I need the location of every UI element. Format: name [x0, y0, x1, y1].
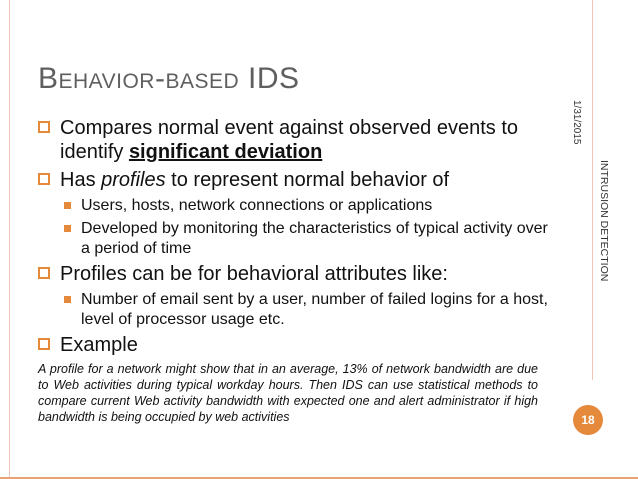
left-border-line [9, 0, 10, 479]
filled-square-bullet-icon [64, 296, 71, 303]
profiles-emphasis: profiles [101, 169, 166, 191]
sub-bullet-number-of-email-text: Number of email sent by a user, number of failed logins for a host, level of processor usage etc. [81, 291, 548, 328]
sub-bullet-users-text: Users, hosts, network connections or applications [81, 197, 433, 214]
bullet-attributes [38, 262, 558, 286]
slide-date: 1/31/2015 [571, 100, 582, 145]
bullet-example [38, 333, 558, 357]
filled-square-bullet-icon [64, 202, 71, 209]
sub-bullet-developed [64, 219, 558, 259]
significant-deviation-text: significant deviation [128, 141, 323, 163]
bullet-profiles-pre: Has [60, 169, 102, 191]
square-bullet-icon [38, 121, 50, 133]
sub-bullet-users [64, 196, 558, 216]
sub-bullet-number-of-email [64, 290, 558, 330]
bullet-compares-text: Compares normal event against observed events to identify [60, 117, 519, 163]
sub-bullet-developed-text: Developed by monitoring the characteristics of typical activity over a period of time [81, 220, 548, 257]
side-panel [560, 0, 638, 479]
bullet-compares [38, 116, 558, 164]
side-divider-line [592, 0, 593, 380]
bullet-profiles [38, 168, 558, 192]
slide-title: Behavior-based IDS [38, 62, 300, 95]
slide-content [38, 116, 558, 425]
bullet-example-text: Example [60, 334, 138, 356]
filled-square-bullet-icon [64, 225, 71, 232]
square-bullet-icon [38, 338, 50, 350]
bullet-attributes-text: Profiles can be for behavioral attributes like: [60, 263, 448, 285]
page-number-badge: 18 [573, 405, 603, 435]
square-bullet-icon [38, 173, 50, 185]
example-paragraph: A profile for a network might show that in an average, 13% of network bandwidth are due to Web activities during typical workday hours. Then IDS can use statistical methods to compare current Web activity bandwidth with expected one and alert administrator if high bandwidth is being occupied by web activities [38, 362, 538, 424]
bullet-profiles-post: to represent normal behavior of [165, 169, 450, 191]
slide-footer-label: INTRUSION DETECTION [598, 160, 610, 282]
square-bullet-icon [38, 267, 50, 279]
